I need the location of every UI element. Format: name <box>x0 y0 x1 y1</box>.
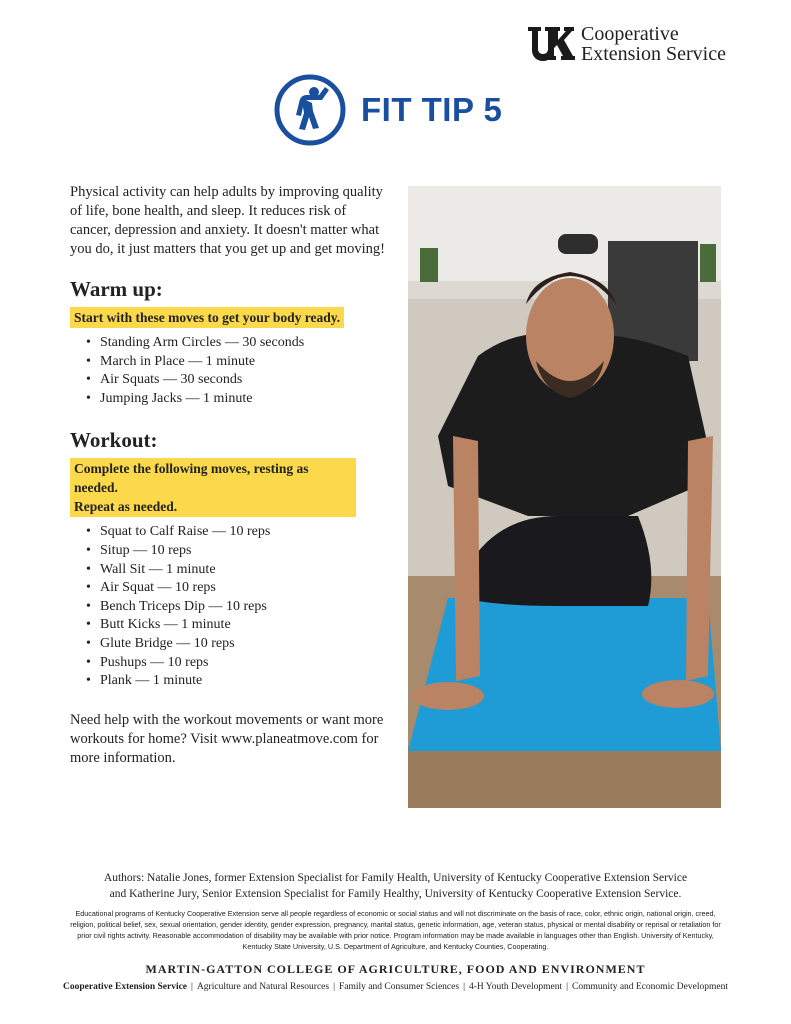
main-content <box>70 183 390 782</box>
org-name-line2: Extension Service <box>581 43 726 65</box>
warmup-list <box>70 334 390 408</box>
unit-item: Community and Economic Development <box>572 982 728 992</box>
title-row <box>273 73 502 147</box>
list-item: • Jumping Jacks — 1 minute <box>86 390 390 409</box>
authors-line1: Authors: Natalie Jones, former Extension Specialist for Family Health, University of Kentucky Cooperative Extension Service <box>103 872 688 884</box>
unit-item: Agriculture and Natural Resources <box>196 982 330 992</box>
closing-paragraph: Need help with the workout movements or want more workouts for home? Visit www.planeatmove.com for more information. <box>70 711 384 766</box>
list-item: • Standing Arm Circles — 30 seconds <box>86 334 390 353</box>
workout-instruction <box>70 458 356 517</box>
stretching-person-icon <box>273 73 347 147</box>
intro-paragraph: Physical activity can help adults by improving quality of life, bone health, and sleep. It reduces risk of cancer, depression and anxiety. It doesn't matter what you do, it just matters that you get up and get moving! <box>70 184 385 257</box>
org-name-line1: Cooperative <box>581 23 679 45</box>
college-name: MARTIN-GATTON COLLEGE OF AGRICULTURE, FOOD AND ENVIRONMENT <box>145 962 646 976</box>
workout-instruction-line2: Repeat as needed. <box>74 499 178 515</box>
list-item: • Plank — 1 minute <box>86 672 390 691</box>
authors-line2: and Katherine Jury, Senior Extension Specialist for Family Healthy, University of Kentucky Cooperative Extension Service. <box>109 888 682 900</box>
unit-item: 4-H Youth Development <box>468 982 563 992</box>
list-item: • Air Squat — 10 reps <box>86 579 390 598</box>
workout-instruction-line1: Complete the following moves, resting as needed. <box>74 461 309 496</box>
unit-item: Family and Consumer Sciences <box>339 982 460 992</box>
man-doing-pushup-image <box>408 186 721 808</box>
workout-list <box>70 523 390 690</box>
list-item: • Glute Bridge — 10 reps <box>86 635 390 654</box>
unit-list: Cooperative Extension Service | Agriculture and Natural Resources | Family and Consumer Sciences | 4-H Youth Development | Community and Economic Development <box>63 982 728 992</box>
pushup-photo <box>408 186 721 808</box>
uk-logo-icon <box>527 24 575 64</box>
list-item: • Wall Sit — 1 minute <box>86 561 390 580</box>
list-item: • March in Place — 1 minute <box>86 353 390 372</box>
uk-extension-logo <box>527 24 726 64</box>
list-item: • Butt Kicks — 1 minute <box>86 616 390 635</box>
unit-item: Cooperative Extension Service <box>63 982 188 992</box>
list-item: • Pushups — 10 reps <box>86 654 390 673</box>
footer <box>40 870 751 992</box>
warmup-instruction: Start with these moves to get your body ready. <box>70 307 344 328</box>
list-item: • Situp — 10 reps <box>86 542 390 561</box>
warmup-heading: Warm up: <box>70 277 163 301</box>
list-item: • Bench Triceps Dip — 10 reps <box>86 598 390 617</box>
workout-heading: Workout: <box>70 428 158 453</box>
page-title: FIT TIP 5 <box>361 91 503 128</box>
org-name <box>581 24 726 64</box>
nondiscrimination-statement: Educational programs of Kentucky Cooperative Extension serve all people regardless of economic or social status and will not discriminate on the basis of race, color, ethnic origin, national origin, creed, religion, political belief, sex, sexual orientation, gender identity, gender expression, pregnancy, marital status, genetic information, age, veteran status, physical or mental disability or reprisal or retaliation for prior civil rights activity. Reasonable accommodation of disability may be available with prior notice. Program information may be made available in languages other than English. University of Kentucky, Kentucky State University, U.S. Department of Agriculture, and Kentucky Counties, Cooperating. <box>70 909 721 951</box>
authors <box>40 870 751 902</box>
list-item: • Squat to Calf Raise — 10 reps <box>86 523 390 542</box>
list-item: • Air Squats — 30 seconds <box>86 371 390 390</box>
